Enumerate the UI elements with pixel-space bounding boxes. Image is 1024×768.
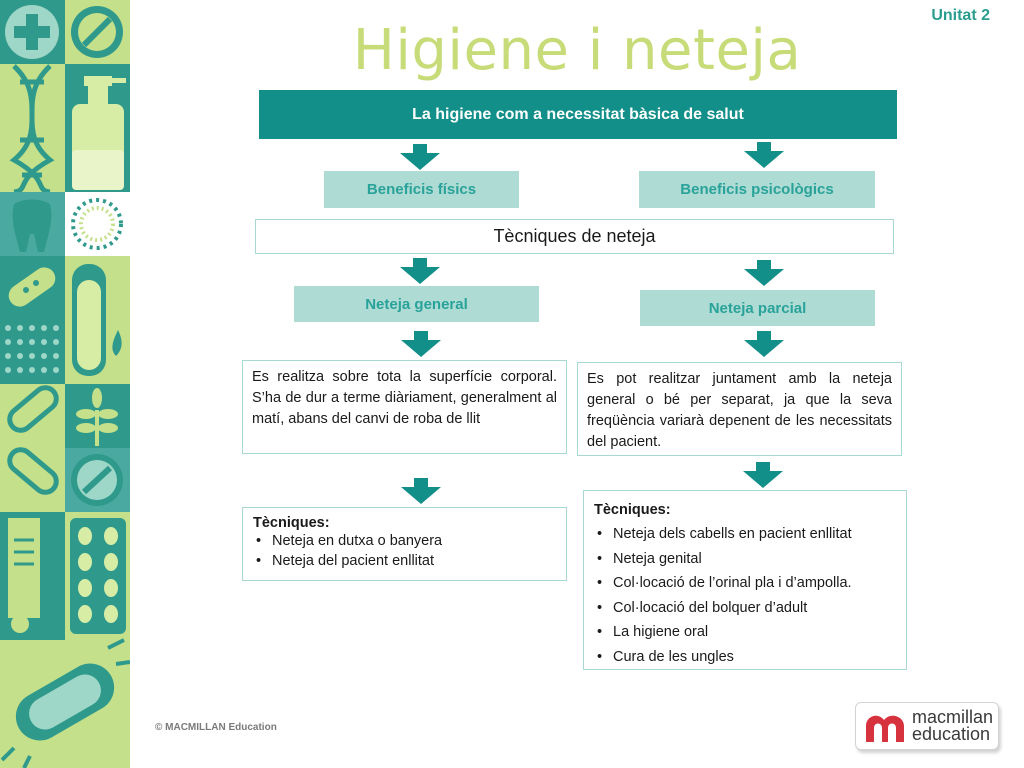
partial-techniques-heading: Tècniques: xyxy=(594,502,671,518)
partial-cleaning-description: Es pot realitzar juntament amb la neteja general o bé per separat, ja que la seva freqüència variarà depenent de les necessitats del pacient. xyxy=(577,362,902,456)
arrow-down-icon xyxy=(401,331,441,357)
list-item: • Col·locació de l’orinal pla i d’ampolla. xyxy=(594,571,896,596)
list-item: • Col·locació del bolquer d’adult xyxy=(594,596,896,621)
list-item: • La higiene oral xyxy=(594,620,896,645)
partial-cleaning-box: Neteja parcial xyxy=(640,290,875,326)
arrow-down-icon xyxy=(744,260,784,286)
list-item: • Neteja dels cabells en pacient enllitat xyxy=(594,522,896,547)
arrow-down-icon xyxy=(401,478,441,504)
macmillan-logo-icon xyxy=(864,708,906,744)
pill-pack-icon xyxy=(70,518,126,634)
arrow-down-icon xyxy=(744,331,784,357)
physical-benefits-box: Beneficis físics xyxy=(324,171,519,208)
general-techniques-box xyxy=(242,507,567,581)
notebook-icon xyxy=(8,518,40,633)
medical-cross-icon xyxy=(5,5,59,59)
copyright-text: © MACMILLAN Education xyxy=(155,722,277,733)
arrow-down-icon xyxy=(743,462,783,488)
page-title: Higiene i neteja xyxy=(352,18,802,83)
macmillan-education-logo xyxy=(855,702,999,750)
cleaning-techniques-title: Tècniques de neteja xyxy=(255,219,894,254)
logo-line-1: macmillan xyxy=(912,707,994,727)
general-cleaning-description: Es realitza sobre tota la superfície corporal. S’ha de dur a terme diàriament, generalment al matí, abans del canvi de roba de llit xyxy=(242,360,567,454)
general-cleaning-box: Neteja general xyxy=(294,286,539,322)
decorative-health-pattern xyxy=(0,0,130,768)
list-item: • Neteja en dutxa o banyera xyxy=(253,531,556,551)
arrow-down-icon xyxy=(400,258,440,284)
pill-icon xyxy=(71,6,123,58)
partial-techniques-box xyxy=(583,490,907,670)
list-item: • Neteja genital xyxy=(594,547,896,572)
logo-line-2: education xyxy=(912,724,991,744)
main-concept-banner: La higiene com a necessitat bàsica de salut xyxy=(259,90,897,139)
psychological-benefits-box: Beneficis psicològics xyxy=(639,171,875,208)
arrow-down-icon xyxy=(400,144,440,170)
unit-label: Unitat 2 xyxy=(931,7,990,24)
tablet-icon xyxy=(71,454,123,506)
list-item: • Cura de les ungles xyxy=(594,645,896,670)
general-techniques-heading: Tècniques: xyxy=(253,515,330,531)
arrow-down-icon xyxy=(744,142,784,168)
list-item: • Neteja del pacient enllitat xyxy=(253,551,556,571)
